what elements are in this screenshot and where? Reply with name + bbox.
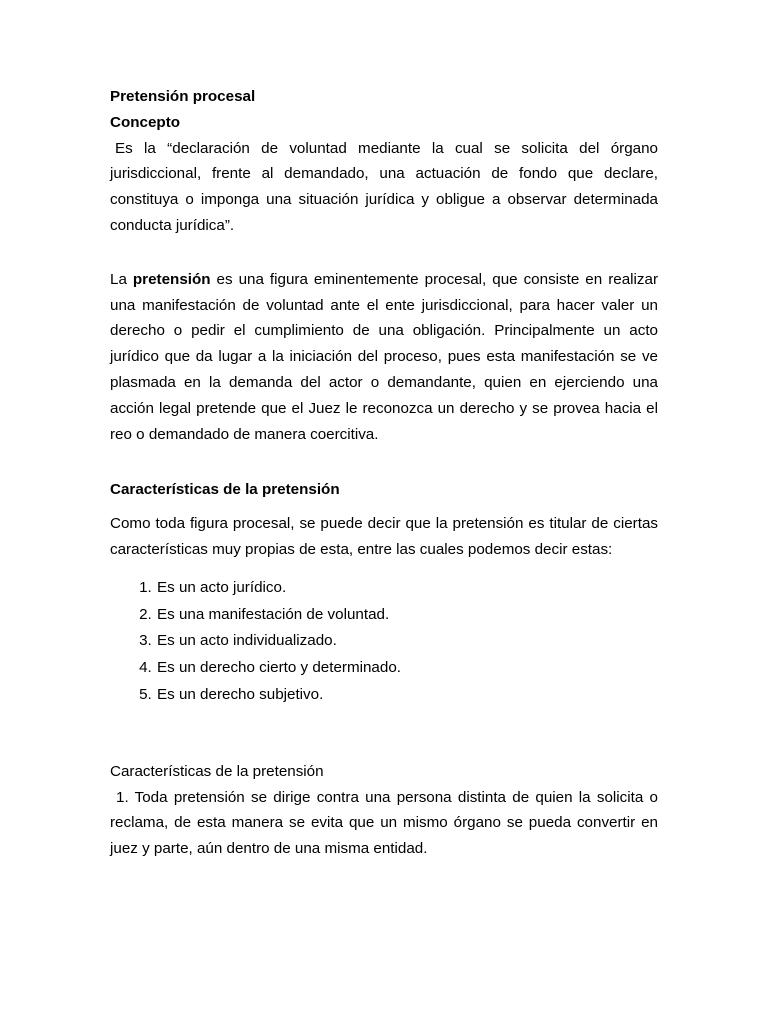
list-item: 3. Es un acto individualizado.: [156, 628, 658, 655]
characteristics-list: [110, 575, 658, 709]
document-body: [110, 84, 658, 862]
document-title: Pretensión procesal: [110, 88, 256, 105]
pretension-paragraph-rest: es una figura eminentemente procesal, que consiste en realizar una manifestación de voluntad ante el ente jurisdiccional, para hacer valer un derecho o pedir el cumplimiento de una obligación. Principalmente un acto jurídico que da lugar a la iniciación del proceso, pues esta manifestación se ve plasmada en la demanda del actor o demandante, quien en ejerciendo una acción legal pretende que el Juez le reconozca un derecho y se provea hacia el reo o demandado de manera coercitiva.: [110, 270, 658, 443]
characteristics-point-1: 1. Toda pretensión se dirige contra una persona distinta de quien la solicita o reclama, de esta manera se evita que un mismo órgano se pueda convertir en juez y parte, aún dentro de una misma entidad.: [110, 788, 658, 858]
characteristics-heading: Características de la pretensión: [110, 481, 340, 499]
concept-heading: Concepto: [110, 113, 181, 131]
list-item: 1. Es un acto jurídico.: [156, 575, 658, 602]
characteristics-heading-2: Características de la pretensión: [110, 762, 324, 780]
pretension-paragraph: [110, 267, 658, 448]
pretension-bold-term: pretensión: [132, 270, 211, 288]
list-item: 4. Es un derecho cierto y determinado.: [156, 655, 658, 682]
pretension-paragraph-prefix: La: [110, 270, 133, 288]
list-item: 2. Es una manifestación de voluntad.: [156, 602, 658, 629]
list-item: 5. Es un derecho subjetivo.: [156, 682, 658, 709]
characteristics-intro: Como toda figura procesal, se puede decir que la pretensión es titular de ciertas características muy propias de esta, entre las cuales podemos decir estas:: [110, 515, 658, 558]
concept-paragraph: Es la “declaración de voluntad mediante la cual se solicita del órgano jurisdiccional, frente al demandado, una actuación de fondo que declare, constituya o imponga una situación jurídica y obligue a observar determinada conducta jurídica”.: [110, 139, 658, 234]
